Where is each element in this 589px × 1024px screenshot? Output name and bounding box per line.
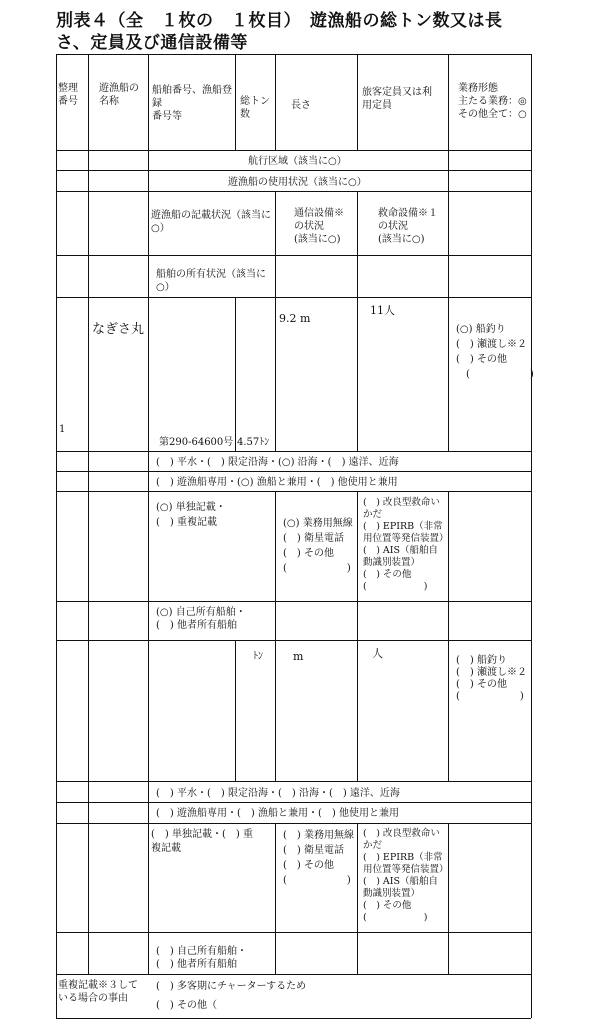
record2-business-type: ( ) 船釣り ( ) 瀬渡し※２ ( ) その他 ( ): [456, 655, 527, 702]
rule: [148, 54, 149, 974]
duplicate-reason-other: ( ) その他（: [156, 1000, 217, 1011]
rule: [56, 471, 531, 472]
record2-length: m: [293, 650, 304, 663]
header-tonnage: 総トン 数: [240, 96, 270, 120]
record2-capacity: 人: [372, 647, 383, 660]
record2-registry: ( ) 単独記載・( ) 重 複記載: [151, 829, 253, 854]
record1-vessel-name: なぎさ丸: [92, 322, 145, 337]
form-title-line2: さ、定員及び通信設備等: [56, 33, 248, 53]
record2-tonnage: ﾄﾝ: [253, 651, 263, 662]
rule-left: [56, 54, 57, 1018]
rule: [448, 54, 449, 451]
rule: [56, 191, 531, 192]
subheader-communication: 通信設備※ の状況 (該当に○): [294, 208, 344, 245]
header-vessel-name: 遊漁船の 名称: [99, 83, 139, 107]
header-capacity: 旅客定員又は利 用定員: [362, 87, 432, 111]
subheader-ownership: 船舶の所有状況（該当に ○）: [156, 269, 266, 293]
record1-usage: ( ) 遊漁船専用・(○) 漁船と兼用・( ) 他使用と兼用: [156, 477, 398, 488]
record1-navigation-area: ( ) 平水・( ) 限定沿海・(○) 沿海・( ) 遠洋、近海: [156, 457, 399, 468]
record1-communication: (○) 業務用無線 ( ) 衛星電話 ( ) その他 ( ): [283, 518, 353, 574]
rule: [275, 823, 276, 974]
rule: [56, 640, 531, 641]
rule: [357, 191, 358, 451]
header-business-type: 業務形態 主たる業務：◎ その他全て：○: [458, 83, 527, 120]
duplicate-reason-label: 重複記載※３して いる場合の事由: [58, 980, 138, 1004]
subheader-navigation-area: 航行区域（該当に○）: [248, 156, 347, 167]
record1-business-type: (○) 船釣り ( ) 瀬渡し※２ ( ) その他 ( ): [456, 324, 534, 380]
record2-rescue: ( ) 改良型救命い かだ ( ) EPIRB（非常 用位置等発信装置） ( ) AIS（船舶自 動識別装置） ( ) その他 ( ): [363, 828, 449, 923]
record1-ownership: (○) 自己所有船舶・ ( ) 他者所有船舶: [156, 607, 246, 631]
rule: [275, 54, 276, 150]
rule-right: [531, 54, 532, 1018]
rule-bottom: [56, 1018, 531, 1019]
subheader-registry: 遊漁船の記載状況（該当に ○）: [151, 210, 271, 234]
header-seiri: 整理 番号: [58, 83, 78, 107]
record2-navigation-area: ( ) 平水・( ) 限定沿海・( ) 沿海・( ) 遠洋、近海: [156, 788, 400, 799]
record1-capacity: 11人: [370, 304, 395, 317]
rule: [56, 802, 531, 803]
rule: [56, 451, 531, 452]
rule-top: [56, 54, 531, 55]
rule: [56, 823, 531, 824]
rule: [56, 974, 531, 975]
rule: [56, 255, 531, 256]
rule: [357, 54, 358, 150]
rule: [56, 297, 531, 298]
rule: [56, 491, 531, 492]
subheader-rescue: 救命設備※１ の状況 (該当に○): [378, 208, 438, 245]
rule: [56, 781, 531, 782]
record2-usage: ( ) 遊漁船専用・( ) 漁船と兼用・( ) 他使用と兼用: [156, 808, 399, 819]
rule: [357, 491, 358, 781]
rule: [56, 601, 531, 602]
rule: [275, 191, 276, 451]
rule: [235, 297, 236, 451]
subheader-usage: 遊漁船の使用状況（該当に○）: [228, 177, 367, 188]
rule: [56, 932, 531, 933]
rule: [275, 491, 276, 781]
rule: [88, 54, 89, 974]
rule: [235, 640, 236, 781]
rule: [235, 54, 236, 150]
rule: [56, 150, 531, 151]
header-vessel-number: 船舶番号、漁船登 録 番号等: [152, 85, 232, 122]
form-title-line1: 別表４（全 １枚の １枚目） 遊漁船の総トン数又は長: [56, 11, 503, 31]
rule: [56, 170, 531, 171]
header-length: 長さ: [291, 100, 311, 111]
record1-seiri: 1: [59, 424, 66, 435]
record1-tonnage: 4.57ﾄﾝ: [237, 437, 270, 448]
record1-length: 9.2 m: [279, 312, 311, 325]
record1-registry: (○) 単独記載・ ( ) 重複記載: [156, 502, 226, 528]
record1-rescue: ( ) 改良型救命い かだ ( ) EPIRB（非常 用位置等発信装置） ( ) AIS（船舶自 動識別装置） ( ) その他 ( ): [363, 497, 449, 592]
record2-communication: ( ) 業務用無線 ( ) 衛星電話 ( ) その他 ( ): [283, 830, 354, 886]
record1-vessel-number: 第290-64600号: [159, 437, 234, 448]
record2-ownership: ( ) 自己所有船舶・ ( ) 他者所有船舶: [156, 946, 247, 970]
rule: [357, 823, 358, 974]
duplicate-reason-charter: ( ) 多客期にチャーターするため: [156, 981, 307, 992]
